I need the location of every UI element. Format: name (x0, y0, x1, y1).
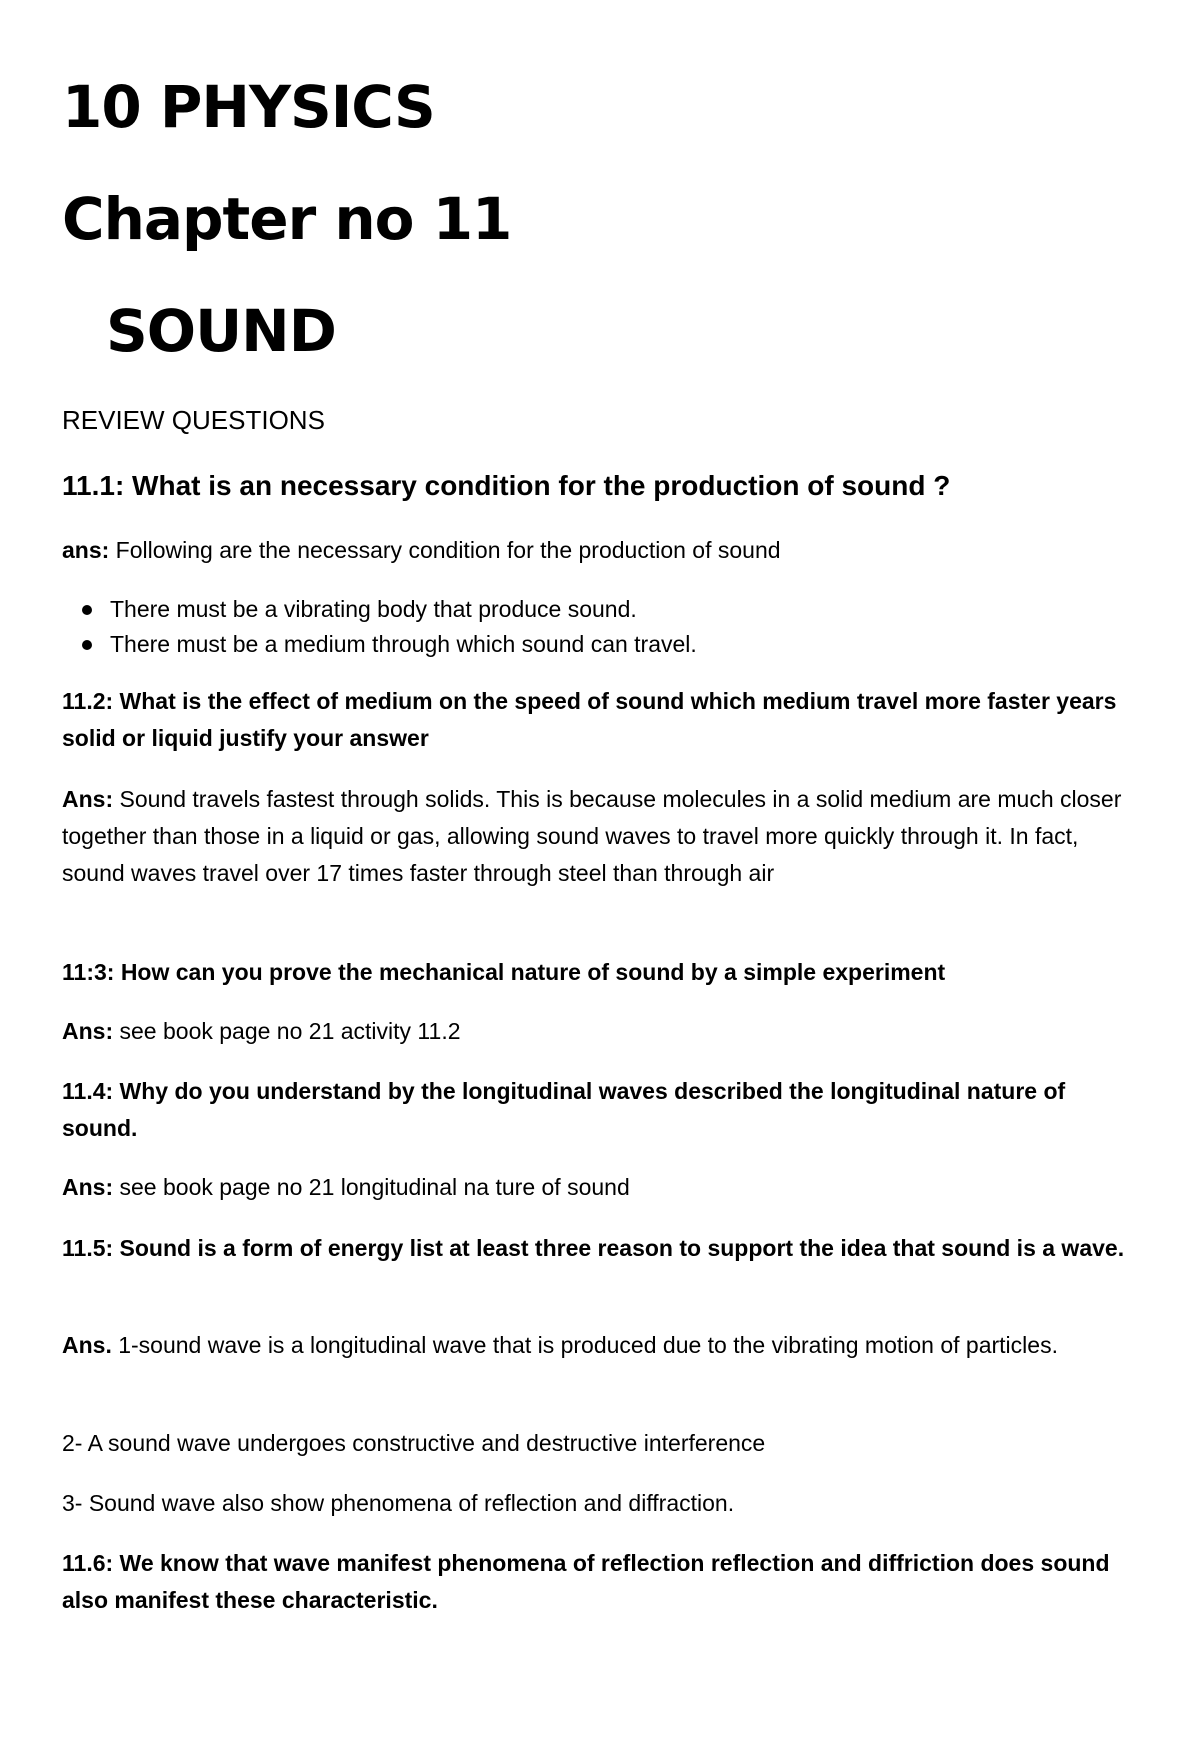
question-6: 11.6: We know that wave manifest phenomena of reflection reflection and diffriction does sound also manifest these characteristic. (62, 1550, 1110, 1613)
answer-text: see book page no 21 activity 11.2 (113, 1018, 461, 1044)
answer-5-point-2: 2- A sound wave undergoes constructive and destructive interference (62, 1430, 766, 1456)
answer-1-bullets (62, 592, 697, 662)
question-2: 11.2: What is the effect of medium on the speed of sound which medium travel more faster years solid or liquid justify your answer (62, 688, 1117, 751)
list-item: There must be a medium through which sound can travel. (62, 627, 697, 662)
answer-5 (62, 1327, 1142, 1364)
answer-1 (62, 532, 1142, 569)
title-topic: SOUND (106, 297, 336, 365)
bullet-icon (82, 605, 92, 615)
question-3: 11:3: How can you prove the mechanical nature of sound by a simple experiment (62, 959, 946, 985)
answer-text: Sound travels fastest through solids. This is because molecules in a solid medium are much closer together than those in a liquid or gas, allowing sound waves to travel more quickly through it. In fact, sound waves travel over 17 times faster through steel than through air (62, 786, 1122, 886)
answer-text: 1-sound wave is a longitudinal wave that is produced due to the vibrating motion of particles. (111, 1332, 1058, 1358)
answer-label: Ans: (62, 1174, 114, 1200)
title-subject: 10 PHYSICS (62, 73, 435, 141)
question-1: 11.1: What is an necessary condition for the production of sound ? (62, 470, 951, 501)
answer-label: Ans. (62, 1332, 112, 1358)
question-4: 11.4: Why do you understand by the longitudinal waves described the longitudinal nature of sound. (62, 1078, 1066, 1141)
question-5: 11.5: Sound is a form of energy list at least three reason to support the idea that sound is a wave. (62, 1235, 1125, 1261)
answer-text: see book page no 21 longitudinal na ture of sound (113, 1174, 630, 1200)
title-chapter: Chapter no 11 (62, 185, 512, 253)
answer-label: Ans: (62, 786, 114, 812)
answer-3 (62, 1013, 1142, 1050)
answer-label: Ans: (62, 1018, 114, 1044)
list-item: There must be a vibrating body that produce sound. (62, 592, 697, 627)
answer-5-point-3: 3- Sound wave also show phenomena of reflection and diffraction. (62, 1490, 735, 1516)
bullet-icon (82, 640, 92, 650)
answer-2 (62, 781, 1142, 892)
answer-4 (62, 1169, 1142, 1206)
section-label: REVIEW QUESTIONS (62, 405, 325, 435)
answer-text: Following are the necessary condition for the production of sound (109, 537, 781, 563)
answer-label: ans: (62, 537, 110, 563)
